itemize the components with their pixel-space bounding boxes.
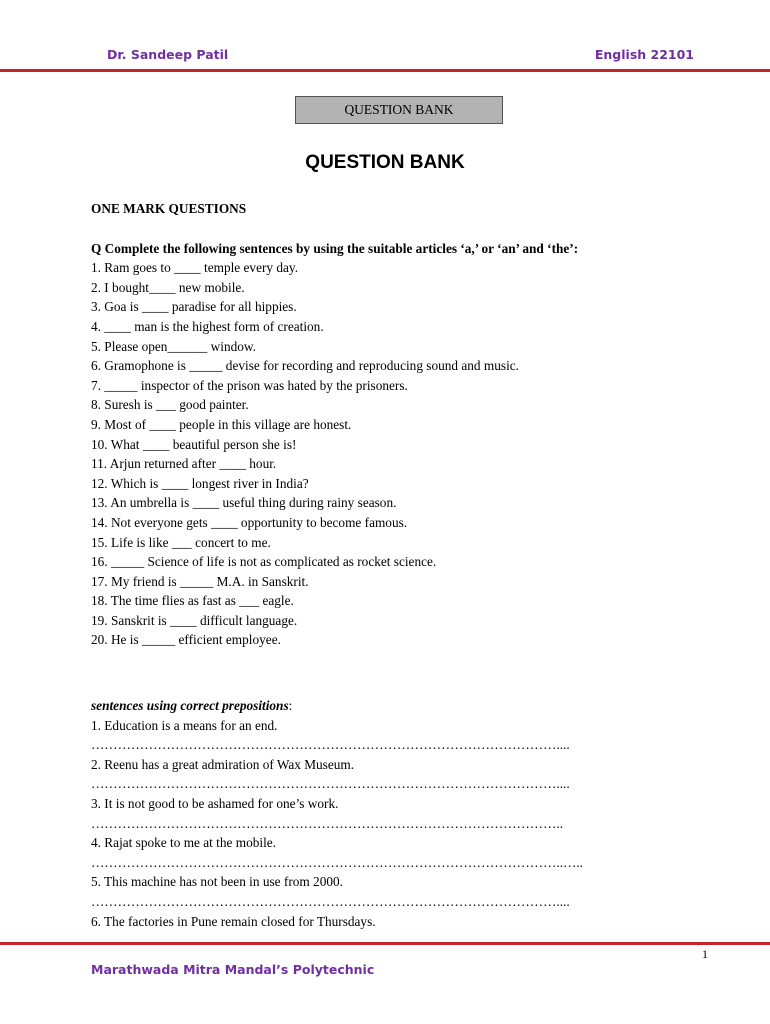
q2-item-5: 5. This machine has not been in use from 2000. [91, 874, 343, 890]
q1-item-4: 4. ____ man is the highest form of creation. [91, 318, 324, 334]
q1-item-17: 17. My friend is _____ M.A. in Sanskrit. [91, 573, 309, 589]
q1-item-3: 3. Goa is ____ paradise for all hippies. [91, 299, 297, 315]
q2-answer-line-4: ……………………………………………………………………………………………..….. [91, 854, 583, 870]
header-author: Dr. Sandeep Patil [107, 47, 229, 62]
footer-rule [0, 942, 770, 945]
q1-instruction: Q Complete the following sentences by using the suitable articles ‘a,’ or ‘an’ and ‘the’: [91, 240, 579, 256]
q1-list [91, 258, 691, 650]
q2-answer-line-5: …………………………………………………………………………………………….... [91, 894, 570, 909]
q2-instruction-line [91, 696, 691, 716]
q1-item-2: 2. I bought____ new mobile. [91, 279, 245, 295]
q2-item-2: 2. Reenu has a great admiration of Wax Museum. [91, 756, 355, 772]
q1-item-10: 10. What ____ beautiful person she is! [91, 436, 297, 452]
q2-answer-line-2: …………………………………………………………………………………………….... [91, 776, 570, 792]
q1-item-8: 8. Suresh is ___ good painter. [91, 397, 249, 413]
header-rule [0, 69, 770, 72]
q1-item-1: 1. Ram goes to ____ temple every day. [91, 260, 299, 276]
q2-answer-line-1: …………………………………………………………………………………………….... [91, 737, 570, 753]
page-number: 1 [702, 947, 708, 961]
page-title: QUESTION BANK [305, 152, 465, 173]
header-course: English 22101 [594, 47, 694, 62]
q1-item-5: 5. Please open______ window. [91, 338, 256, 354]
q1-item-20: 20. He is _____ efficient employee. [91, 632, 281, 648]
q1-item-9: 9. Most of ____ people in this village are honest. [91, 416, 352, 432]
q1-item-18: 18. The time flies as fast as ___ eagle. [91, 593, 294, 609]
q1-item-14: 14. Not everyone gets ____ opportunity to become famous. [91, 514, 408, 530]
q2-instruction: sentences using correct prepositions [91, 698, 289, 714]
q1-item-7: 7. _____ inspector of the prison was hated by the prisoners. [91, 377, 408, 393]
q2-item-3: 3. It is not good to be ashamed for one’s work. [91, 796, 339, 812]
q1-item-15: 15. Life is like ___ concert to me. [91, 534, 271, 550]
q1-item-12: 12. Which is ____ longest river in India? [91, 475, 309, 491]
q2-item-1: 1. Education is a means for an end. [91, 717, 278, 733]
q2-answer-line-3: …………………………………………………………………………………………….. [91, 815, 564, 831]
section-heading: ONE MARK QUESTIONS [91, 201, 247, 216]
q1-item-19: 19. Sanskrit is ____ difficult language. [91, 612, 298, 628]
q2-item-6: 6. The factories in Pune remain closed for Thursdays. [91, 913, 376, 929]
q1-item-6: 6. Gramophone is _____ devise for recording and reproducing sound and music. [91, 358, 519, 374]
q1-item-13: 13. An umbrella is ____ useful thing during rainy season. [91, 495, 397, 511]
document-body [91, 199, 691, 931]
footer-institution: Marathwada Mitra Mandal’s Polytechnic [91, 962, 375, 977]
q1-item-11: 11. Arjun returned after ____ hour. [91, 456, 277, 472]
boxed-title: QUESTION BANK [295, 96, 503, 124]
q2-instruction-suffix: : [288, 698, 293, 714]
q2-item-4: 4. Rajat spoke to me at the mobile. [91, 835, 277, 851]
q1-item-16: 16. _____ Science of life is not as complicated as rocket science. [91, 554, 437, 570]
